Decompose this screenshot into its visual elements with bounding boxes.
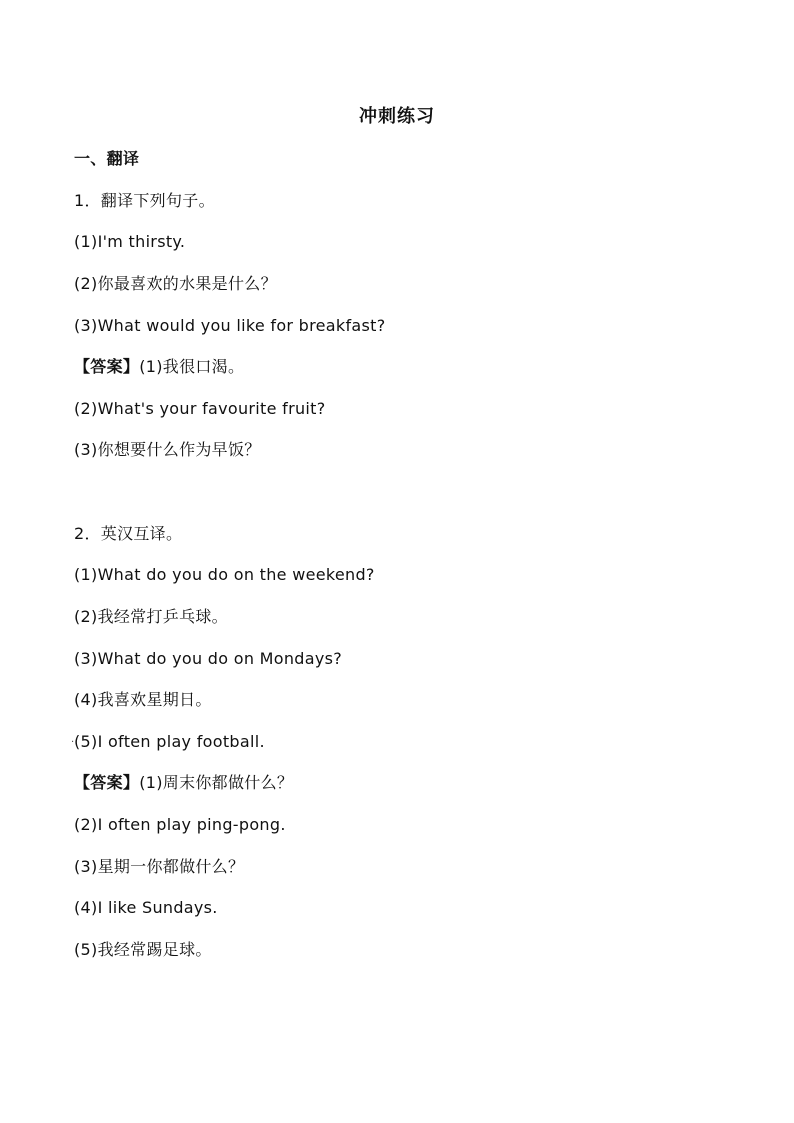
answer-tag: 【答案】 xyxy=(74,773,140,792)
question-1-prompt: 1．翻译下列句子。 xyxy=(74,191,215,210)
q2-item-3: (3)What do you do on Mondays? xyxy=(74,649,343,668)
q1-item-2: (2)你最喜欢的水果是什么？ xyxy=(74,274,277,293)
q2-answer-5: (5)我经常踢足球。 xyxy=(74,940,212,959)
q2-answer-2: (2)I often play ping-pong. xyxy=(74,815,286,834)
q1-item-1: (1)I'm thirsty. xyxy=(74,232,186,251)
stray-mark: · xyxy=(71,737,75,748)
q2-answer-3: (3)星期一你都做什么？ xyxy=(74,857,245,876)
q1-answer-2: (2)What's your favourite fruit? xyxy=(74,399,326,418)
question-2-prompt: 2．英汉互译。 xyxy=(74,524,183,543)
q2-item-2: (2)我经常打乒乓球。 xyxy=(74,607,228,626)
q2-item-4: (4)我喜欢星期日。 xyxy=(74,690,212,709)
page-title: 冲刺练习 xyxy=(359,106,435,127)
q2-item-5: (5)I often play football. xyxy=(74,732,265,751)
q1-answer-line-1 xyxy=(74,356,244,378)
q2-answer-1: (1)周末你都做什么？ xyxy=(139,773,294,792)
q2-answer-4: (4)I like Sundays. xyxy=(74,898,218,917)
q1-answer-1: (1)我很口渴。 xyxy=(139,357,245,376)
q2-answer-line-1 xyxy=(74,772,293,794)
answer-tag: 【答案】 xyxy=(74,357,140,376)
q1-item-3: (3)What would you like for breakfast? xyxy=(74,316,386,335)
q1-answer-3: (3)你想要什么作为早饭？ xyxy=(74,440,261,459)
q2-item-1: (1)What do you do on the weekend? xyxy=(74,565,375,584)
section-heading: 一、翻译 xyxy=(74,149,140,168)
